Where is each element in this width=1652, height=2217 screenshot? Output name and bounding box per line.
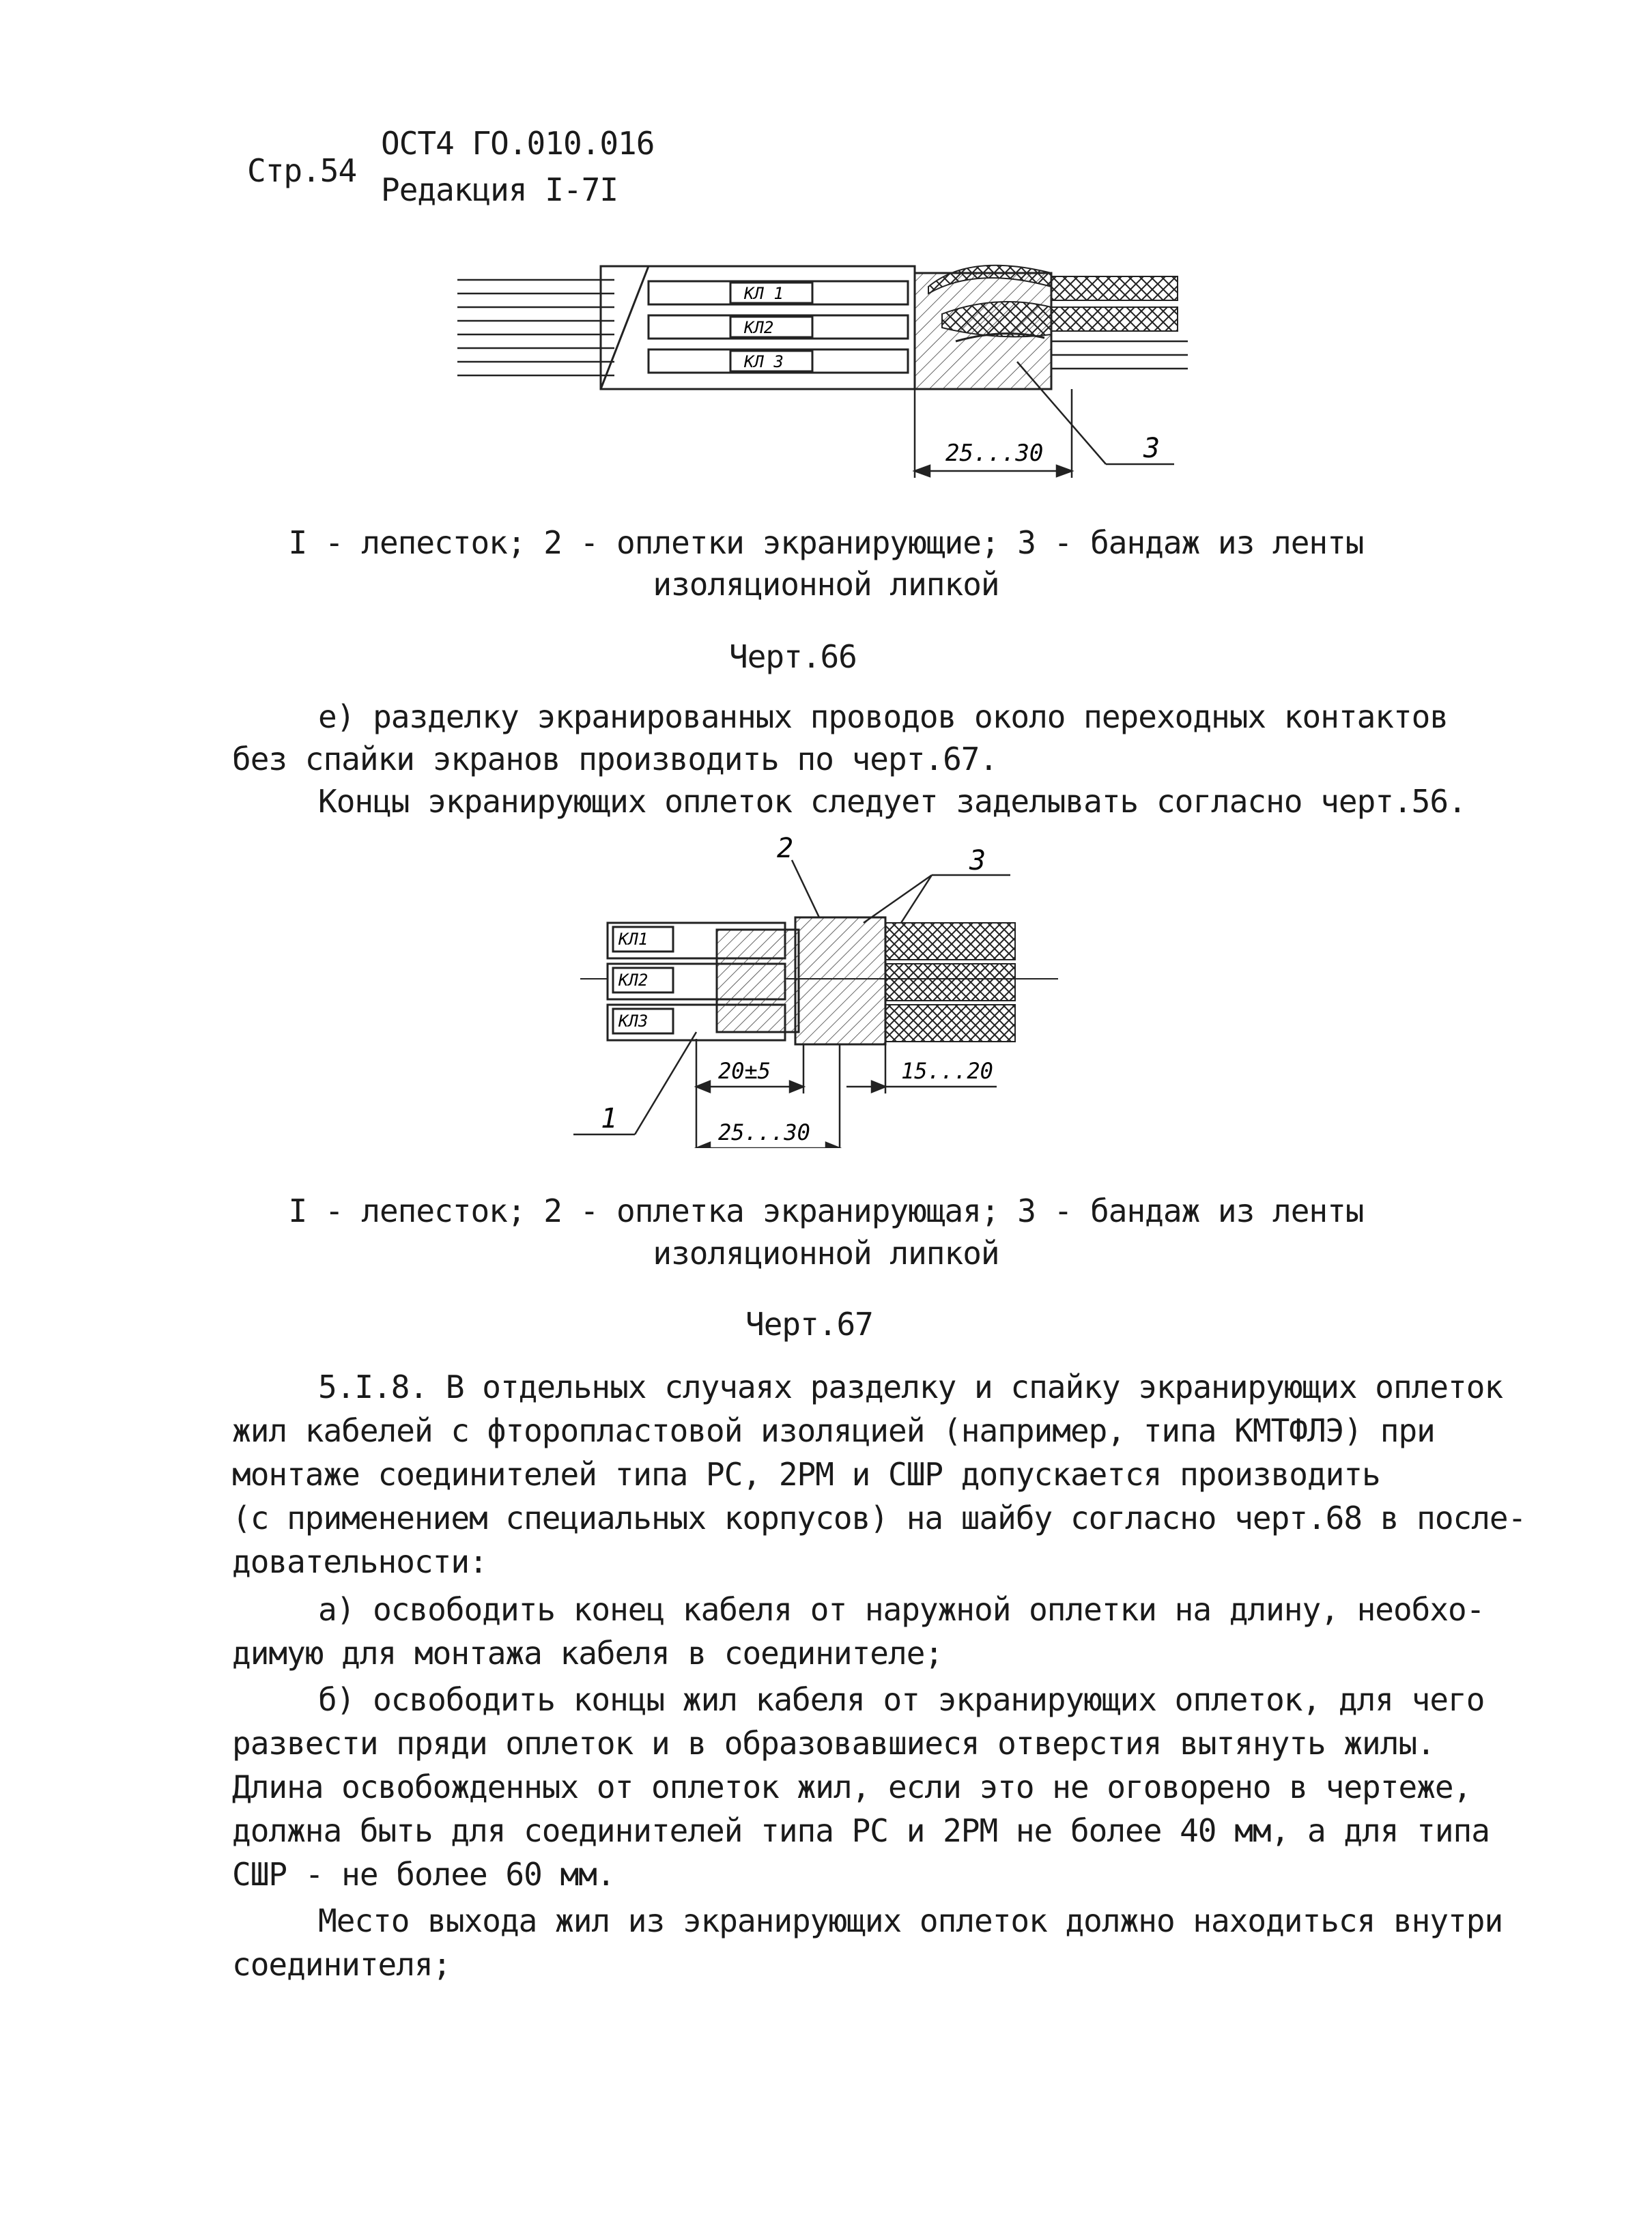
paragraph-e-line2: без спайки экранов производить по черт.67. [232, 741, 998, 777]
section-line: 5.I.8. В отдельных случаях разделку и спайку экранирующих оплеток [318, 1369, 1503, 1405]
fig66-dimension-label: 25...30 [945, 440, 1044, 467]
fig66-caption-line2: изоляционной липкой [653, 566, 999, 603]
wire-marker-tags [730, 283, 812, 371]
fig67-shield-sleeve [795, 917, 885, 1044]
paragraph-ends-line: Концы экранирующих оплеток следует заделывать согласно черт.56. [318, 783, 1466, 820]
document-code: ОСТ4 ГО.010.016 [381, 125, 655, 162]
fig67-title: Черт.67 [745, 1306, 873, 1343]
fig67-callout-2: 2 [777, 834, 794, 864]
bandage-wrap [915, 266, 1051, 389]
section-line: довательности: [232, 1543, 487, 1580]
fig66-callout-3: 3 [1143, 433, 1160, 464]
fig66-title: Черт.66 [729, 638, 857, 675]
section-line: димую для монтажа кабеля в соединителе; [232, 1635, 943, 1672]
section-line: б) освободить концы жил кабеля от экранирующих оплеток, для чего [318, 1681, 1485, 1718]
fig67-callout-3: 3 [969, 845, 986, 876]
cable-wires-left [457, 280, 614, 375]
page-number: Стр.54 [247, 152, 357, 189]
section-line: а) освободить конец кабеля от наружной оплетки на длину, необхо- [318, 1591, 1485, 1628]
fig66-caption-line1: I - лепесток; 2 - оплетки экранирующие; 3 - бандаж из ленты [288, 524, 1364, 561]
fig66-tag-2: КЛ2 [744, 318, 774, 337]
fig67-wire-marker-tags [613, 927, 673, 1033]
fig67-dim-c: 25...30 [718, 1119, 810, 1145]
figure-67-drawing [560, 834, 1079, 1148]
section-line: Место выхода жил из экранирующих оплеток должно находиться внутри [318, 1902, 1503, 1939]
section-line: монтаже соединителей типа РС, 2РМ и СШР допускается производить [232, 1456, 1380, 1493]
document-edition: Редакция I-7I [381, 171, 618, 208]
fig67-dim-b: 15...20 [901, 1058, 993, 1084]
paragraph-e-line1: е) разделку экранированных проводов около переходных контактов [318, 698, 1449, 735]
fig67-dim-a: 20±5 [718, 1058, 771, 1084]
section-line: Длина освобожденных от оплеток жил, если это не оговорено в чертеже, [232, 1769, 1472, 1805]
section-line: развести пряди оплеток и в образовавшиеся отверстия вытянуть жилы. [232, 1725, 1435, 1762]
section-line: СШР - не более 60 мм. [232, 1856, 615, 1893]
fig66-tag-3: КЛ 3 [744, 352, 784, 371]
section-line: должна быть для соединителей типа РС и 2РМ не более 40 мм, а для типа [232, 1812, 1490, 1849]
shield-braids-right [1051, 276, 1188, 369]
fig67-callout-1: 1 [601, 1103, 618, 1134]
section-line: (с применением специальных корпусов) на шайбу согласно черт.68 в после- [232, 1500, 1526, 1536]
fig66-tag-1: КЛ 1 [744, 284, 784, 303]
fig67-tag-3: КЛ3 [618, 1012, 649, 1031]
fig67-braids-right [885, 923, 1015, 1042]
fig67-caption-line2: изоляционной липкой [653, 1235, 999, 1272]
section-line: соединителя; [232, 1946, 451, 1983]
section-line: жил кабелей с фторопластовой изоляцией (например, типа КМТФЛЭ) при [232, 1412, 1435, 1449]
figure-66-drawing [437, 246, 1242, 491]
fig67-tag-2: КЛ2 [618, 971, 649, 990]
fig67-tag-1: КЛ1 [618, 930, 649, 949]
fig67-caption-line1: I - лепесток; 2 - оплетка экранирующая; 3 - бандаж из ленты [288, 1192, 1364, 1229]
